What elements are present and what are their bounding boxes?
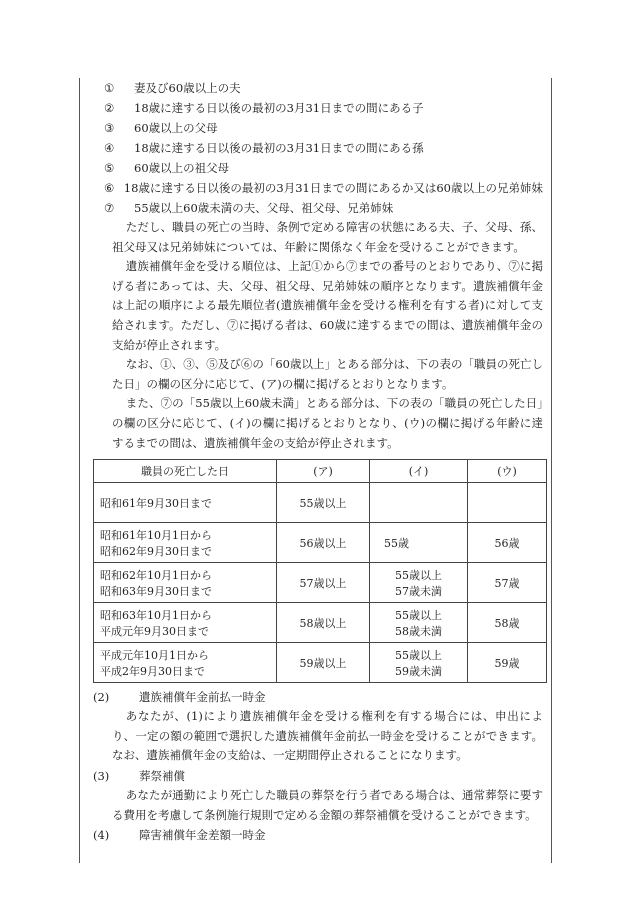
cell-i: 55歳 bbox=[370, 523, 468, 563]
document-content bbox=[88, 78, 543, 845]
header-i: (イ) bbox=[370, 460, 468, 483]
section-body: あなたが通勤により死亡した職員の葬祭を行う者である場合は、通常葬祭に要する費用を考慮して条例施行規則で定める金額の葬祭補償を受けることができます。 bbox=[112, 787, 543, 822]
cell-i: 55歳以上 59歳未満 bbox=[370, 643, 468, 683]
cell-u: 58歳 bbox=[468, 603, 547, 643]
cell-u: 59歳 bbox=[468, 643, 547, 683]
cell-death-date: 平成元年10月1日から 平成2年9月30日まで bbox=[94, 643, 277, 683]
section-heading: (3) 葬祭補償 bbox=[93, 768, 185, 783]
paragraph-disability-exception: ただし、職員の死亡の当時、条例で定める障害の状態にある夫、子、父母、孫、祖父母又は兄弟姉妹については、年齢に関係なく年金を受けることができます。 bbox=[112, 220, 543, 254]
table-row bbox=[94, 483, 547, 523]
header-death-date: 職員の死亡した日 bbox=[94, 460, 277, 483]
age-transition-table bbox=[93, 459, 547, 683]
paragraph-priority-order: 遺族補償年金を受ける順位は、上記①から⑦までの番号のとおりであり、⑦に掲げる者にあっては、夫、父母、祖父母、兄弟姉妹の順序となります。遺族補償年金は上記の順序による最先順位者(遺族補償年金を受ける権利を有する者)に対して支給されます。ただし、⑦に掲げる者は、60歳に達するまでの間は、遺族補償年金の支給が停止されます。 bbox=[112, 259, 543, 352]
cell-i bbox=[370, 483, 468, 523]
table-header-row bbox=[94, 460, 547, 483]
table-row bbox=[94, 603, 547, 643]
list-item: ④ 18歳に達する日以後の最初の3月31日までの間にある孫 bbox=[104, 141, 424, 155]
list-item: ⑥ 18歳に達する日以後の最初の3月31日までの間にあるか又は60歳以上の兄弟姉妹 bbox=[104, 181, 543, 195]
cell-a: 55歳以上 bbox=[277, 483, 370, 523]
section-body: あなたが、(1)により遺族補償年金を受ける権利を有する場合には、申出により、一定の額の範囲で選択した遺族補償年金前払一時金を受けることができます。なお、遺族補償年金の支給は、一定期間停止されることになります。 bbox=[112, 709, 543, 763]
cell-u: 57歳 bbox=[468, 563, 547, 603]
section-heading: (4) 障害補償年金差額一時金 bbox=[93, 828, 266, 843]
section-heading: (2) 遺族補償年金前払一時金 bbox=[93, 690, 266, 705]
list-item: ⑤ 60歳以上の祖父母 bbox=[104, 161, 230, 175]
cell-death-date: 昭和61年9月30日まで bbox=[94, 483, 277, 523]
cell-a: 59歳以上 bbox=[277, 643, 370, 683]
right-margin-rule bbox=[551, 78, 552, 863]
table-row bbox=[94, 643, 547, 683]
cell-u bbox=[468, 483, 547, 523]
header-a: (ア) bbox=[277, 460, 370, 483]
left-margin-rule bbox=[79, 78, 80, 863]
table-row bbox=[94, 563, 547, 603]
paragraph-age-note-b: また、⑦の「55歳以上60歳未満」とある部分は、下の表の「職員の死亡した日」の欄の区分に応じて、(イ)の欄に掲げるとおりとなり、(ウ)の欄に掲げる年齢に達するまでの間は、遺族補償年金の支給が停止されます。 bbox=[112, 396, 543, 450]
cell-i: 55歳以上 58歳未満 bbox=[370, 603, 468, 643]
eligible-family-list bbox=[88, 78, 543, 218]
cell-death-date: 昭和61年10月1日から 昭和62年9月30日まで bbox=[94, 523, 277, 563]
cell-a: 58歳以上 bbox=[277, 603, 370, 643]
cell-a: 56歳以上 bbox=[277, 523, 370, 563]
table-row bbox=[94, 523, 547, 563]
cell-a: 57歳以上 bbox=[277, 563, 370, 603]
cell-death-date: 昭和62年10月1日から 昭和63年9月30日まで bbox=[94, 563, 277, 603]
cell-i: 55歳以上 57歳未満 bbox=[370, 563, 468, 603]
list-item: ③ 60歳以上の父母 bbox=[104, 121, 218, 135]
cell-death-date: 昭和63年10月1日から 平成元年9月30日まで bbox=[94, 603, 277, 643]
list-item: ① 妻及び60歳以上の夫 bbox=[104, 81, 241, 95]
list-item: ② 18歳に達する日以後の最初の3月31日までの間にある子 bbox=[104, 101, 424, 115]
header-u: (ウ) bbox=[468, 460, 547, 483]
cell-u: 56歳 bbox=[468, 523, 547, 563]
paragraph-age-note-a: なお、①、③、⑤及び⑥の「60歳以上」とある部分は、下の表の「職員の死亡した日」の欄の区分に応じて、(ア)の欄に掲げるとおりとなります。 bbox=[112, 357, 543, 391]
list-item: ⑦ 55歳以上60歳未満の夫、父母、祖父母、兄弟姉妹 bbox=[104, 201, 394, 215]
